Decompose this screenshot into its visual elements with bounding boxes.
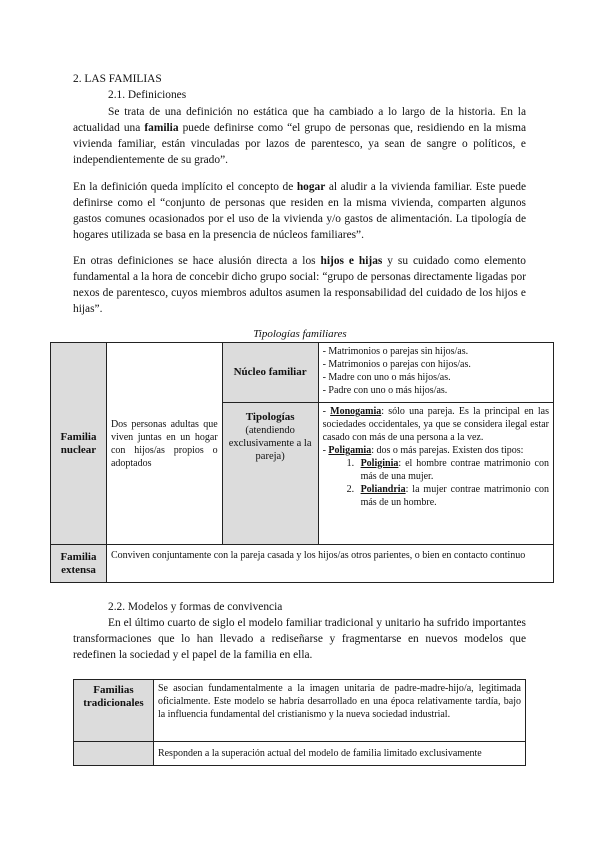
- section-heading: 2. LAS FAMILIAS: [73, 73, 162, 85]
- paragraph-hijos: [73, 253, 526, 317]
- p3-text-a: En otras definiciones se hace alusión directa a los: [73, 255, 321, 267]
- tipologias-cell: [222, 403, 318, 545]
- familia-extensa-label: Familia extensa: [51, 545, 107, 583]
- monogamia-item: - Monogamia: sólo una pareja. Es la principal en las sociedades occidentales, ya que se considera ilegal estar casado con más de una persona a la vez.: [322, 406, 549, 443]
- tipologias-label: Tipologías: [245, 411, 295, 423]
- familias-tradicionales-label: Familias tradicionales: [74, 680, 154, 742]
- subsection-definiciones: 2.1. Definiciones: [108, 89, 187, 101]
- p2-bold: hogar: [296, 181, 326, 193]
- tipologias-desc: [318, 403, 553, 545]
- poligamia-item: - Poligamia: dos o más parejas. Existen dos tipos:: [322, 445, 524, 456]
- poliandria-term: Poliandria: [360, 484, 406, 495]
- list-item: - Madre con uno o más hijos/as.: [322, 372, 451, 383]
- p1-text-a: Se trata de una definición no estática que ha cambiado a lo largo de la historia. En la actualidad una: [73, 106, 526, 134]
- p3-bold: hijos e hijas: [320, 255, 383, 267]
- next-row-label: [74, 742, 154, 766]
- poliginia-text: : el hombre contrae matrimonio con más de una mujer.: [360, 458, 549, 482]
- next-row-desc: Responden a la superación actual del modelo de familia limitado exclusivamente: [153, 742, 525, 766]
- table-row: [74, 742, 526, 766]
- subsection-modelos: 2.2. Modelos y formas de convivencia: [108, 601, 283, 613]
- poliginia-term: Poliginia: [360, 458, 399, 469]
- familia-nuclear-label: Familia nuclear: [51, 343, 107, 545]
- p2-text-b: al aludir a la vivienda familiar. Este puede definirse como el “conjunto de personas que residen en la misma vivienda, comparten algunos gastos comunes ocasionados por el uso de la vivienda y/o gastos de alimentación. La tipología de hogares utilizada se basa en la presencia de núcleos familiares”.: [73, 181, 526, 241]
- monogamia-text: : sólo una pareja. Es la principal en las sociedades occidentales, ya que se considera ilegal estar casado con más de una persona a la vez.: [322, 406, 549, 443]
- paragraph-hogar: [73, 179, 526, 243]
- p1-text-b: puede definirse como “el grupo de personas que, residiendo en la misma vivienda familiar, están vinculadas por lazos de parentesco, ya sean de sangre o políticos, e independientemente de su grado”.: [73, 122, 526, 166]
- monogamia-term: Monogamia: [330, 406, 382, 417]
- table-caption: Tipologías familiares: [253, 328, 347, 340]
- list-item: - Matrimonios o parejas con hijos/as.: [322, 359, 471, 370]
- list-item: - Padre con uno o más hijos/as.: [322, 385, 448, 396]
- table-row: [51, 343, 554, 403]
- p1-bold: familia: [144, 122, 179, 134]
- familias-tradicionales-desc: Se asocian fundamentalmente a la imagen unitaria de padre-madre-hijo/a, legitimada oficialmente. Este modelo se habría desarrollado en una época relativamente tardía, bajo la influencia fundamental del cristianismo y la nueva sociedad industrial.: [153, 680, 525, 742]
- table-row: [74, 680, 526, 742]
- list-item: - Matrimonios o parejas sin hijos/as.: [322, 346, 469, 357]
- paragraph-familia: [73, 104, 526, 168]
- poligamia-term: Poligamia: [328, 445, 372, 456]
- poliandria-text: : la mujer contrae matrimonio con más de un hombre.: [360, 484, 549, 508]
- table-row: [51, 545, 554, 583]
- familia-extensa-desc: Conviven conjuntamente con la pareja casada y los hijos/as otros parientes, o bien en contacto continuo: [106, 545, 553, 583]
- tipologias-table: [50, 342, 554, 583]
- p2-text-a: En la definición queda implícito el concepto de: [73, 181, 297, 193]
- list-item: [357, 457, 549, 483]
- familia-nuclear-desc: Dos personas adultas que viven juntas en un hogar con hijos/as propios o adoptados: [106, 343, 222, 545]
- nucleo-familiar-list: [318, 343, 553, 403]
- p3-text-b: y su cuidado como elemento fundamental a la hora de concebir dicho grupo social: “grupo de personas directamente ligadas por nexos de parentesco, cuyos miembros adultos asumen la responsabilidad del cuidado de los hijos e hijas”.: [73, 255, 526, 315]
- poligamia-types: [323, 457, 549, 509]
- list-item: [357, 483, 549, 509]
- poligamia-text: : dos o más parejas. Existen dos tipos:: [371, 445, 524, 456]
- tipologias-note: (atendiendo exclusivamente a la pareja): [228, 425, 312, 462]
- modelos-table: [73, 679, 526, 766]
- nucleo-familiar-label: Núcleo familiar: [222, 343, 318, 403]
- paragraph-modelos: En el último cuarto de siglo el modelo familiar tradicional y unitario ha sufrido importantes transformaciones que lo han llevado a rediseñarse y fragmentarse en nuevos modelos que redefinen la sociedad y el papel de la familia en ella.: [73, 617, 526, 661]
